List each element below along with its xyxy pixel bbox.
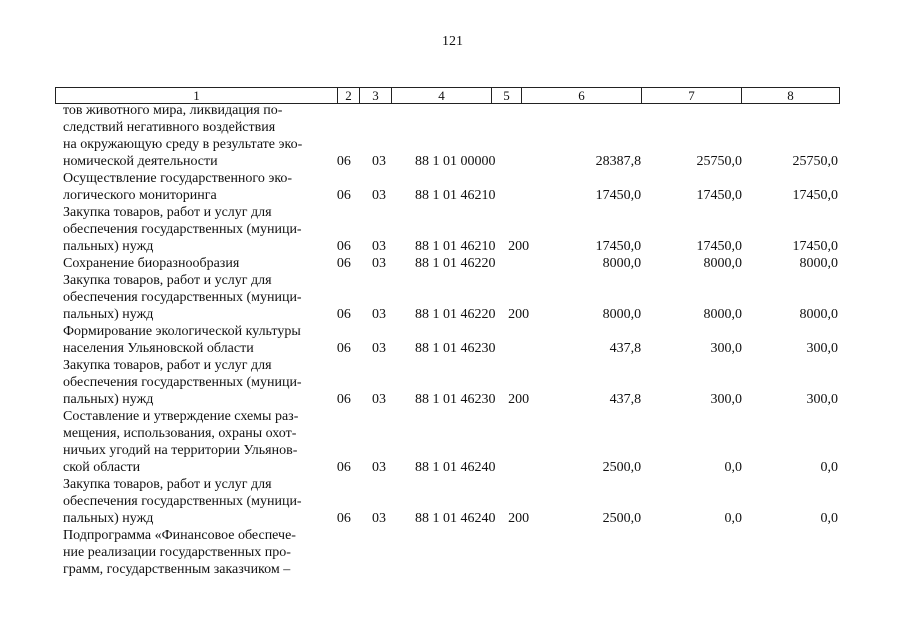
row-value-3: 17450,0 xyxy=(792,188,838,203)
table-row xyxy=(55,408,838,476)
row-expense-type: 200 xyxy=(508,392,530,407)
header-col-4: 4 xyxy=(392,88,492,103)
row-target-code: 88 1 01 46220 xyxy=(415,307,496,322)
row-target-code: 88 1 01 00000 xyxy=(415,154,496,169)
row-target-code: 88 1 01 46240 xyxy=(415,460,496,475)
table-row xyxy=(55,272,838,323)
row-name: Составление и утверждение схемы раз- мещения, использования, охраны охот- ничьих угодий на территории Ульянов- ской области xyxy=(63,409,299,475)
table-row xyxy=(55,323,838,357)
row-value-3: 0,0 xyxy=(820,460,838,475)
table-row xyxy=(55,204,838,255)
row-value-1: 437,8 xyxy=(609,341,642,356)
row-value-3: 8000,0 xyxy=(799,256,838,271)
row-subsection: 03 xyxy=(372,239,386,254)
row-value-3: 0,0 xyxy=(820,511,838,526)
row-subsection: 03 xyxy=(372,154,386,169)
row-section: 06 xyxy=(336,341,351,356)
page-number: 121 xyxy=(442,34,463,49)
row-name: Формирование экологической культуры населения Ульяновской области xyxy=(63,324,301,356)
row-subsection: 03 xyxy=(372,341,386,356)
row-value-2: 300,0 xyxy=(710,392,742,407)
row-value-1: 2500,0 xyxy=(602,511,642,526)
row-name: Закупка товаров, работ и услуг для обеспечения государственных (муници- пальных) нужд xyxy=(63,477,302,526)
row-section: 06 xyxy=(336,188,351,203)
row-name: Закупка товаров, работ и услуг для обеспечения государственных (муници- пальных) нужд xyxy=(63,358,302,407)
row-value-3: 300,0 xyxy=(806,392,838,407)
row-value-2: 17450,0 xyxy=(696,188,742,203)
row-value-1: 8000,0 xyxy=(602,307,642,322)
row-value-2: 300,0 xyxy=(710,341,742,356)
row-value-3: 25750,0 xyxy=(792,154,838,169)
row-target-code: 88 1 01 46210 xyxy=(415,239,496,254)
row-name: Закупка товаров, работ и услуг для обеспечения государственных (муници- пальных) нужд xyxy=(63,273,302,322)
header-col-7: 7 xyxy=(642,88,742,103)
row-value-2: 17450,0 xyxy=(696,239,742,254)
row-target-code: 88 1 01 46210 xyxy=(415,188,496,203)
row-section: 06 xyxy=(336,460,351,475)
row-value-2: 0,0 xyxy=(724,511,742,526)
budget-table-body xyxy=(55,102,838,578)
row-name: Закупка товаров, работ и услуг для обеспечения государственных (муници- пальных) нужд xyxy=(63,205,302,254)
row-name: Сохранение биоразнообразия xyxy=(63,256,240,271)
table-row xyxy=(55,170,838,204)
row-subsection: 03 xyxy=(372,188,386,203)
row-subsection: 03 xyxy=(372,392,386,407)
row-section: 06 xyxy=(336,511,351,526)
row-value-1: 8000,0 xyxy=(602,256,642,271)
row-value-1: 28387,8 xyxy=(595,154,642,169)
row-expense-type: 200 xyxy=(508,307,530,322)
row-name: Осуществление государственного эко- логического мониторинга xyxy=(63,171,293,203)
header-col-3: 3 xyxy=(360,88,392,103)
row-expense-type: 200 xyxy=(508,511,530,526)
row-value-3: 17450,0 xyxy=(792,239,838,254)
row-value-3: 8000,0 xyxy=(799,307,838,322)
row-value-1: 437,8 xyxy=(609,392,642,407)
header-col-1: 1 xyxy=(56,88,338,103)
row-value-1: 17450,0 xyxy=(595,239,642,254)
row-name: тов животного мира, ликвидация по- следствий негативного воздействия на окружающую среду в результате эко- номической деятельности xyxy=(63,103,303,169)
row-name: Подпрограмма «Финансовое обеспече- ние реализации государственных про- грамм, государственным заказчиком – xyxy=(63,528,296,577)
row-section: 06 xyxy=(336,256,351,271)
row-target-code: 88 1 01 46230 xyxy=(415,341,496,356)
table-row xyxy=(55,357,838,408)
header-col-5: 5 xyxy=(492,88,522,103)
table-row xyxy=(55,255,838,272)
row-subsection: 03 xyxy=(372,511,386,526)
row-target-code: 88 1 01 46220 xyxy=(415,256,496,271)
row-section: 06 xyxy=(336,307,351,322)
row-value-1: 17450,0 xyxy=(595,188,642,203)
row-value-1: 2500,0 xyxy=(602,460,642,475)
row-section: 06 xyxy=(336,392,351,407)
row-expense-type: 200 xyxy=(508,239,530,254)
table-row xyxy=(55,102,838,170)
row-target-code: 88 1 01 46240 xyxy=(415,511,496,526)
row-value-2: 8000,0 xyxy=(703,256,742,271)
header-col-2: 2 xyxy=(338,88,360,103)
header-col-8: 8 xyxy=(787,88,794,103)
header-col-6: 6 xyxy=(522,88,642,103)
row-value-2: 0,0 xyxy=(724,460,742,475)
row-target-code: 88 1 01 46230 xyxy=(415,392,496,407)
table-row xyxy=(55,476,838,527)
row-subsection: 03 xyxy=(372,307,386,322)
row-section: 06 xyxy=(336,239,351,254)
table-row xyxy=(55,527,838,578)
row-value-2: 8000,0 xyxy=(703,307,742,322)
row-section: 06 xyxy=(336,154,351,169)
row-value-3: 300,0 xyxy=(806,341,838,356)
row-subsection: 03 xyxy=(372,256,386,271)
row-value-2: 25750,0 xyxy=(696,154,742,169)
row-subsection: 03 xyxy=(372,460,386,475)
